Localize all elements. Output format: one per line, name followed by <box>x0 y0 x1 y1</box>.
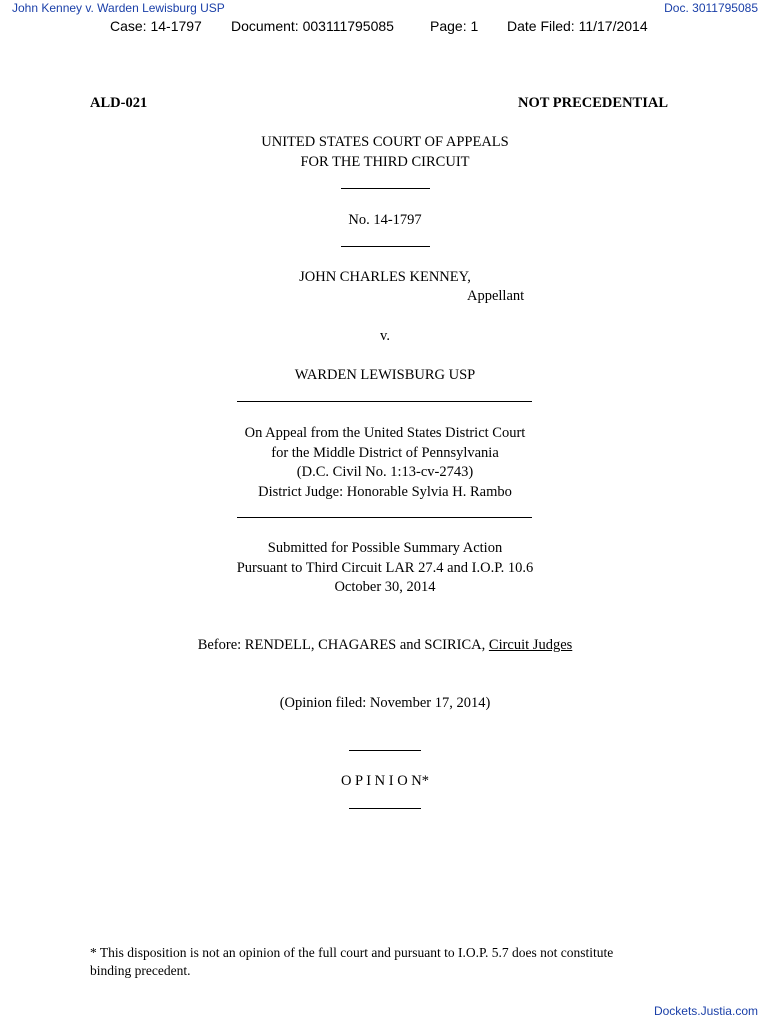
precedential-status: NOT PRECEDENTIAL <box>518 95 668 111</box>
header-date-filed: Date Filed: 11/17/2014 <box>507 18 648 34</box>
divider-rule <box>237 401 532 402</box>
court-name <box>0 133 770 172</box>
footnote <box>90 944 613 980</box>
footnote-line-2: binding precedent. <box>90 963 191 978</box>
opinion-filed-date: (Opinion filed: November 17, 2014) <box>279 695 491 711</box>
header-case: Case: 14-1797 <box>110 18 202 34</box>
header-page: Page: 1 <box>430 18 479 34</box>
appellant-name: JOHN CHARLES KENNEY, <box>299 269 471 285</box>
divider-rule <box>349 750 421 751</box>
appellee-name: WARDEN LEWISBURG USP <box>294 367 476 383</box>
appellant-role: Appellant <box>467 288 525 304</box>
submitted-line-2: Pursuant to Third Circuit LAR 27.4 and I.O.P. 10.6 <box>236 559 534 576</box>
submission-info <box>0 539 770 598</box>
appeal-info <box>0 424 770 502</box>
appeal-line-1: On Appeal from the United States District Court <box>244 425 526 441</box>
divider-rule <box>237 517 532 518</box>
court-line-2: FOR THE THIRD CIRCUIT <box>300 153 470 170</box>
divider-rule <box>341 246 430 247</box>
appeal-line-4: District Judge: Honorable Sylvia H. Rambo <box>258 483 512 500</box>
doc-number-link[interactable]: Doc. 3011795085 <box>664 1 758 15</box>
before-prefix: Before: RENDELL, CHAGARES and SCIRICA, <box>197 637 489 653</box>
submitted-line-3: October 30, 2014 <box>334 579 436 595</box>
document-code: ALD-021 <box>90 95 148 111</box>
divider-rule <box>341 188 430 189</box>
appeal-line-2: for the Middle District of Pennsylvania <box>271 444 499 461</box>
versus: v. <box>380 328 390 344</box>
submitted-line-1: Submitted for Possible Summary Action <box>267 540 503 556</box>
divider-rule <box>349 808 421 809</box>
panel-judges <box>0 636 770 656</box>
circuit-judges-label: Circuit Judges <box>488 637 573 653</box>
docket-number: No. 14-1797 <box>348 212 422 228</box>
header-document: Document: 003111795085 <box>231 18 394 34</box>
footnote-line-1: * This disposition is not an opinion of the full court and pursuant to I.O.P. 5.7 does not constitute <box>90 945 614 960</box>
opinion-heading: O P I N I O N* <box>340 773 430 789</box>
appeal-line-3: (D.C. Civil No. 1:13-cv-2743) <box>296 464 474 480</box>
case-title-link[interactable]: John Kenney v. Warden Lewisburg USP <box>12 1 225 15</box>
source-link[interactable]: Dockets.Justia.com <box>653 1004 758 1018</box>
court-line-1: UNITED STATES COURT OF APPEALS <box>261 134 509 150</box>
